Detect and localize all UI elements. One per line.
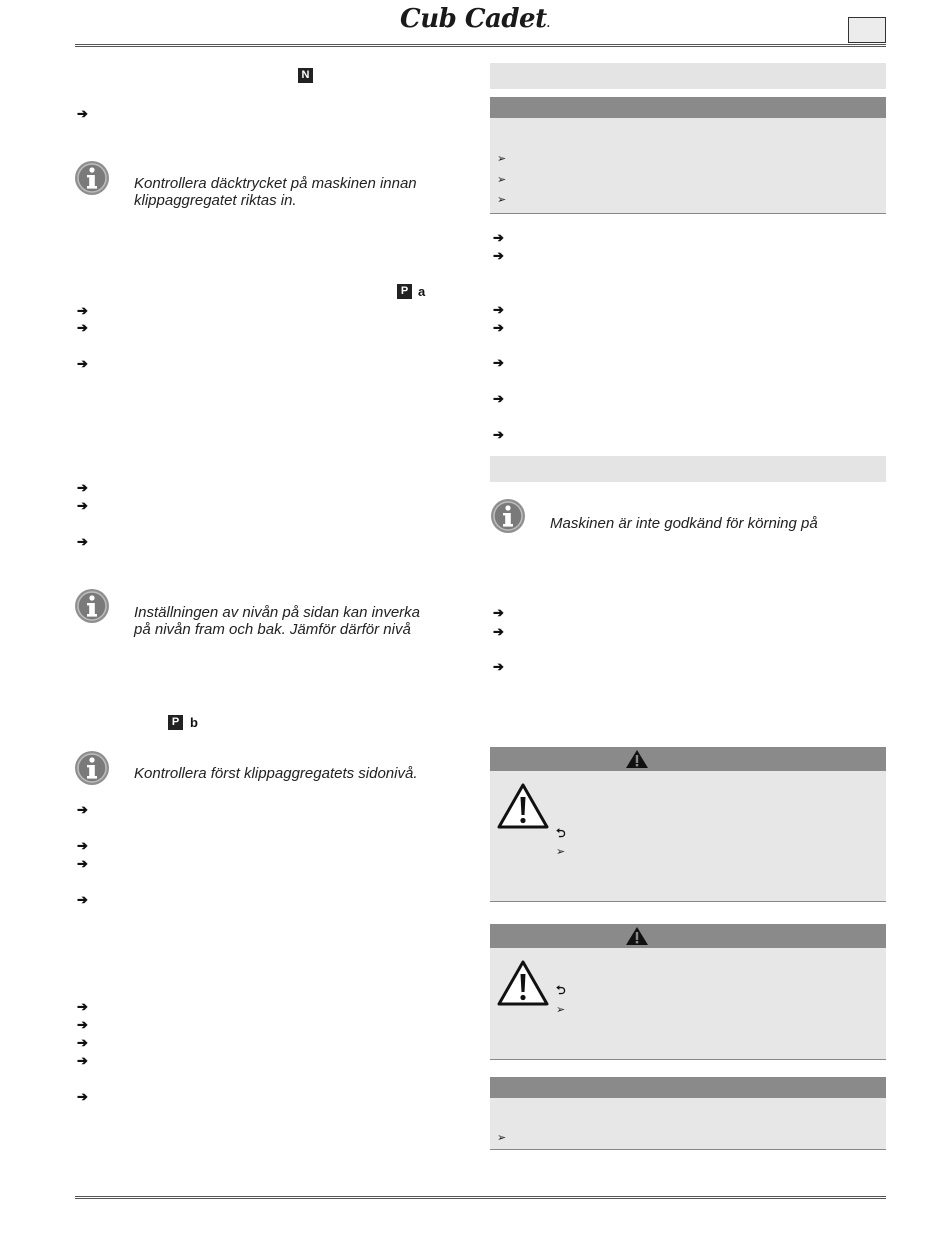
warning-triangle-icon — [496, 782, 550, 830]
cub-cadet-logo — [400, 4, 550, 34]
warning-header-bar — [490, 924, 886, 948]
chevron-bullet-icon: ➢ — [497, 194, 507, 206]
chevron-bullet-icon: ➢ — [497, 174, 507, 186]
right-arrow-icon: ➔ — [493, 248, 504, 263]
right-arrow-icon: ➔ — [77, 1035, 88, 1050]
note-line: Kontrollera först klippaggregatets sidonivå. — [134, 765, 418, 782]
logo-text: Cub Cadet — [400, 4, 547, 34]
note-line: på nivån fram och bak. Jämför därför nivå — [134, 621, 411, 638]
right-arrow-icon: ➔ — [77, 106, 88, 121]
return-arrow-icon: ⮌ — [556, 983, 566, 997]
warning-triangle-icon — [625, 749, 649, 769]
section-heading-bar — [490, 63, 886, 89]
warning-header-bar — [490, 747, 886, 771]
header-rule — [75, 44, 886, 47]
right-arrow-icon: ➔ — [77, 1053, 88, 1068]
badge-p-a: P — [397, 284, 412, 299]
figure-letter-b: b — [190, 715, 198, 730]
right-arrow-icon: ➔ — [493, 427, 504, 442]
chevron-bullet-icon: ➢ — [497, 1132, 507, 1144]
right-arrow-icon: ➔ — [77, 534, 88, 549]
info-icon — [74, 160, 110, 196]
chevron-bullet-icon: ➢ — [556, 846, 566, 858]
footer-rule — [75, 1196, 886, 1199]
right-arrow-icon: ➔ — [493, 230, 504, 245]
note-line: klippaggregatet riktas in. — [134, 192, 297, 209]
right-arrow-icon: ➔ — [77, 320, 88, 335]
right-arrow-icon: ➔ — [77, 838, 88, 853]
right-arrow-icon: ➔ — [77, 1017, 88, 1032]
right-arrow-icon: ➔ — [493, 605, 504, 620]
panel-header-bar — [490, 1077, 886, 1098]
right-arrow-icon: ➔ — [493, 302, 504, 317]
chevron-bullet-icon: ➢ — [556, 1004, 566, 1016]
right-arrow-icon: ➔ — [77, 856, 88, 871]
note-line: Maskinen är inte godkänd för körning på — [550, 515, 818, 532]
info-icon — [74, 750, 110, 786]
right-arrow-icon: ➔ — [77, 999, 88, 1014]
chevron-bullet-icon: ➢ — [497, 153, 507, 165]
info-panel — [490, 1098, 886, 1150]
right-arrow-icon: ➔ — [77, 802, 88, 817]
info-icon — [490, 498, 526, 534]
panel-header-bar — [490, 97, 886, 118]
page-number-box — [848, 17, 886, 43]
right-arrow-icon: ➔ — [493, 391, 504, 406]
logo-mark: . — [546, 19, 550, 30]
return-arrow-icon: ⮌ — [556, 826, 566, 840]
warning-triangle-icon — [496, 959, 550, 1007]
right-arrow-icon: ➔ — [493, 659, 504, 674]
right-arrow-icon: ➔ — [77, 356, 88, 371]
warning-triangle-icon — [625, 926, 649, 946]
note-line: Kontrollera däcktrycket på maskinen innan — [134, 175, 417, 192]
info-icon — [74, 588, 110, 624]
section-heading-bar — [490, 456, 886, 482]
right-arrow-icon: ➔ — [493, 320, 504, 335]
note-check-side-level — [134, 765, 418, 782]
note-machine-not-approved — [550, 515, 818, 532]
badge-p-b: P — [168, 715, 183, 730]
right-arrow-icon: ➔ — [77, 498, 88, 513]
right-arrow-icon: ➔ — [77, 480, 88, 495]
right-arrow-icon: ➔ — [493, 624, 504, 639]
right-arrow-icon: ➔ — [77, 1089, 88, 1104]
right-arrow-icon: ➔ — [77, 892, 88, 907]
info-panel — [490, 118, 886, 214]
note-tire-pressure — [134, 175, 417, 209]
note-side-level — [134, 604, 420, 638]
badge-n: N — [298, 68, 313, 83]
right-arrow-icon: ➔ — [493, 355, 504, 370]
figure-letter-a: a — [418, 284, 426, 299]
right-arrow-icon: ➔ — [77, 303, 88, 318]
note-line: Inställningen av nivån på sidan kan inverka — [134, 604, 421, 621]
